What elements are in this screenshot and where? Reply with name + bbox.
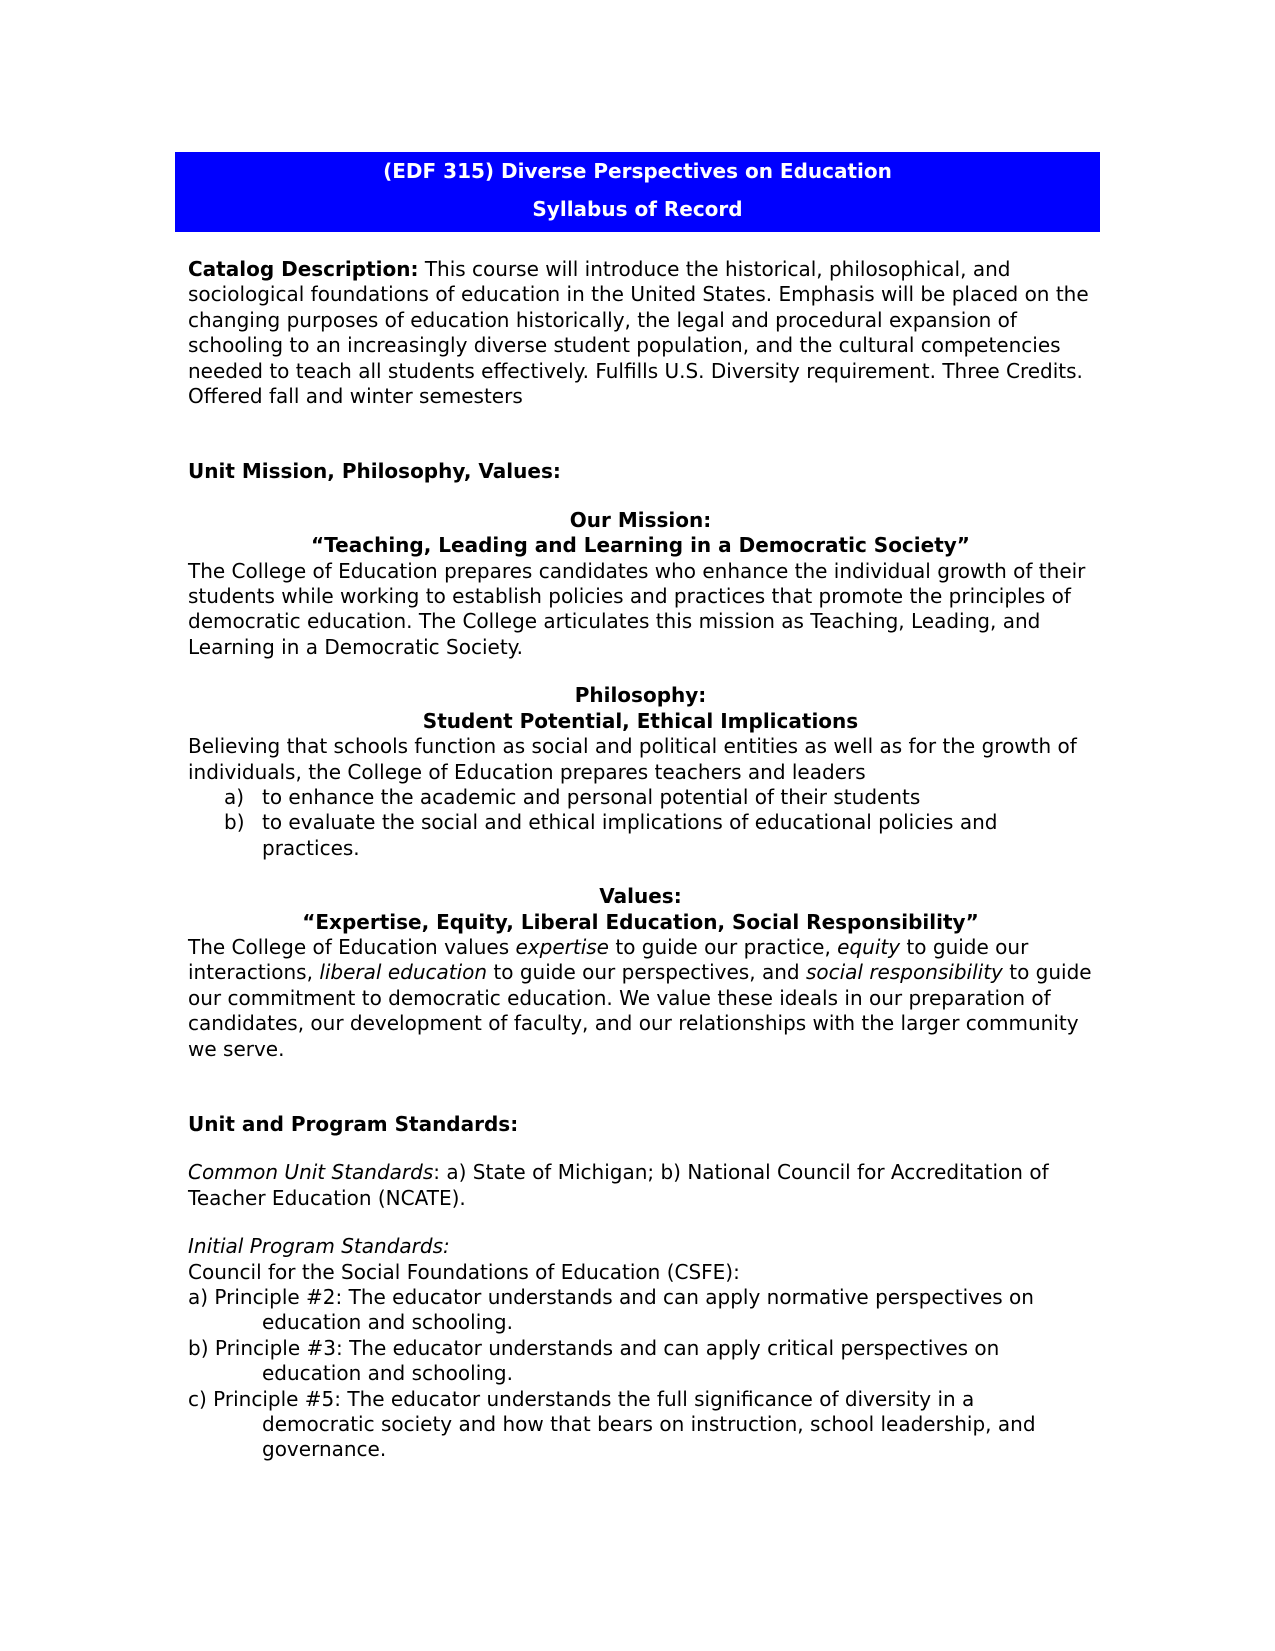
principle-item: c) Principle #5: The educator understands the full significance of diversity in a democratic society and how that bears on instruction, school leadership, and governance.	[188, 1386, 1036, 1462]
common-standards-label: Common Unit Standards	[188, 1160, 434, 1185]
values-emphasis: expertise	[515, 934, 609, 959]
document-body	[188, 257, 1093, 1463]
philosophy-text: Believing that schools function as social and political entities as well as for the growth of individuals, the College of Education prepares teachers and leaders	[188, 734, 1077, 784]
catalog-label: Catalog Description:	[188, 257, 419, 281]
mission-title: Our Mission:	[569, 507, 712, 532]
philosophy-motto: Student Potential, Ethical Implications	[422, 708, 859, 733]
list-item	[188, 785, 1093, 810]
mission-text: The College of Education prepares candidates who enhance the individual growth of their students while working to establish policies and practices that promote the principles of democratic education. The College articulates this mission as Teaching, Leading, and Learning in a Democratic Society.	[188, 558, 1086, 659]
values-emphasis: equity	[837, 934, 901, 959]
list-item-text: to evaluate the social and ethical implications of educational policies and practices.	[262, 810, 998, 860]
council-line: Council for the Social Foundations of Education (CSFE):	[188, 1259, 740, 1284]
list-marker: b)	[224, 810, 245, 835]
list-item-text: to enhance the academic and personal potential of their students	[262, 784, 921, 809]
unit-mission-heading: Unit Mission, Philosophy, Values:	[188, 459, 561, 484]
catalog-text: This course will introduce the historical, philosophical, and sociological foundations of education in the United States. Emphasis will be placed on the changing purposes of education historically, the legal and procedural expansion of schooling to an increasingly diverse student population, and the cultural competencies needed to teach all students effectively. Fulfills U.S. Diversity requirement. Three Credits. Offered fall and winter semesters	[188, 257, 1089, 409]
common-unit-standards	[188, 1160, 1093, 1211]
values-motto: “Expertise, Equity, Liberal Education, Social Responsibility”	[302, 909, 979, 934]
values-text	[188, 935, 1093, 1062]
initial-program-standards-label: Initial Program Standards:	[188, 1234, 450, 1259]
philosophy-title: Philosophy:	[574, 683, 707, 708]
course-title: (EDF 315) Diverse Perspectives on Education	[383, 159, 892, 183]
list-marker: a)	[224, 784, 245, 809]
values-title: Values:	[599, 884, 682, 909]
values-emphasis: social responsibility	[805, 960, 1003, 985]
document-subtitle: Syllabus of Record	[532, 197, 743, 221]
header-banner	[175, 152, 1100, 232]
values-text-part: to guide our practice,	[609, 934, 838, 959]
mission-motto: “Teaching, Leading and Learning in a Democratic Society”	[311, 533, 970, 558]
standards-heading: Unit and Program Standards:	[188, 1111, 519, 1136]
list-item	[188, 810, 1093, 861]
values-text-part: to guide our commitment to democratic education. We value these ideals in our preparation of candidates, our development of faculty, and our relationships with the larger community we serve.	[188, 960, 1092, 1061]
principle-item: a) Principle #2: The educator understands and can apply normative perspectives on education and schooling.	[188, 1285, 1034, 1335]
philosophy-list	[188, 785, 1093, 861]
catalog-description	[188, 257, 1093, 409]
values-text-part: to guide our interactions,	[188, 934, 1029, 985]
common-standards-text: : a) State of Michigan; b) National Council for Accreditation of Teacher Education (NCATE).	[188, 1160, 1049, 1210]
values-text-part: to guide our perspectives, and	[487, 960, 806, 985]
values-text-part: The College of Education values	[188, 934, 516, 959]
values-emphasis: liberal education	[319, 960, 488, 985]
principle-item: b) Principle #3: The educator understands and can apply critical perspectives on education and schooling.	[188, 1335, 1000, 1386]
